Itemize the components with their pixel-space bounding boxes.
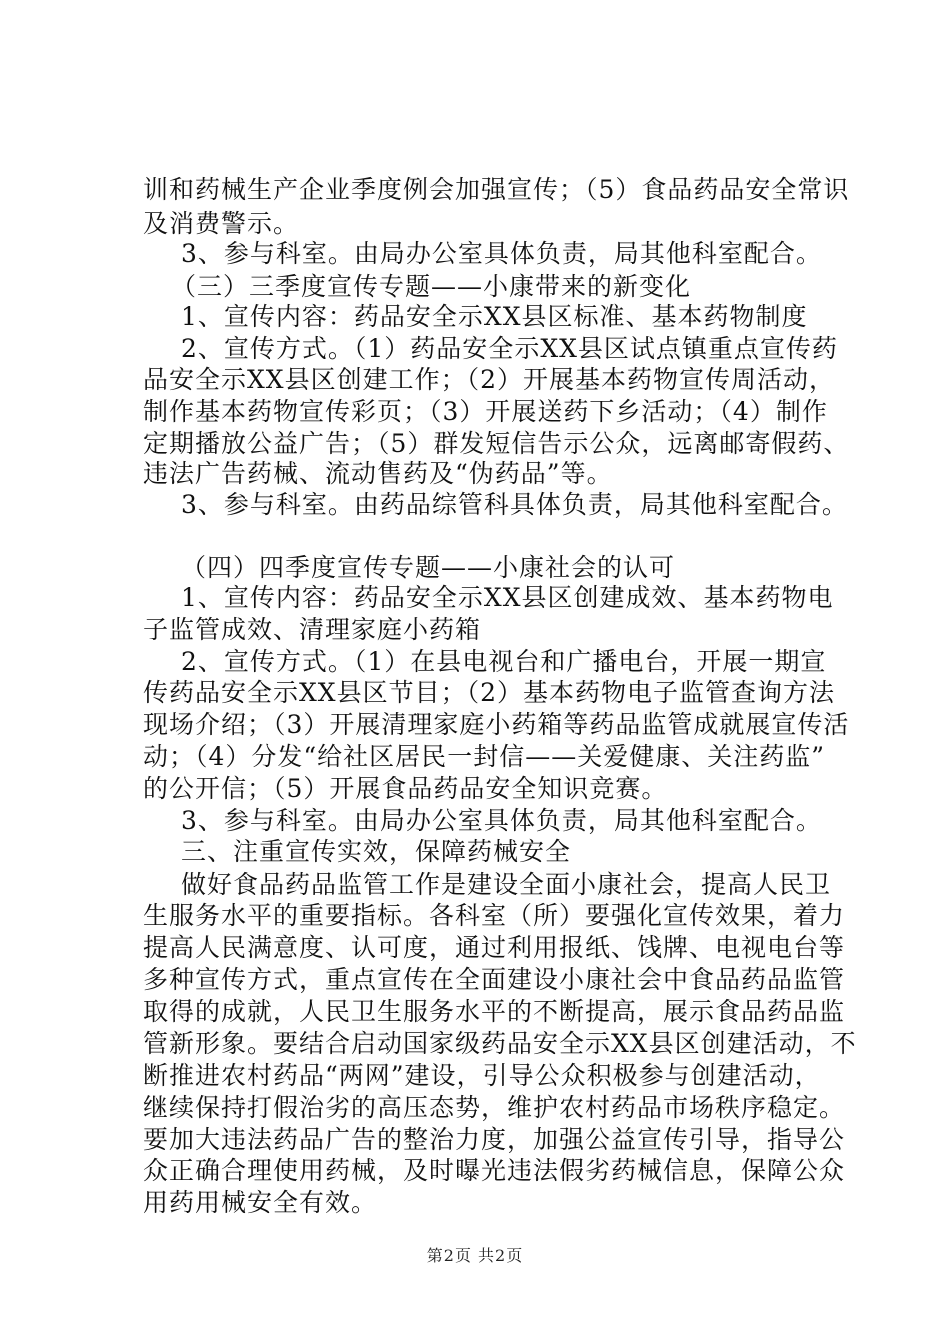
text-line: 2、宣传方式。（1）药品安全示XX县区试点镇重点宣传药 bbox=[181, 334, 838, 363]
text-line: 1、宣传内容：药品安全示XX县区标准、基本药物制度 bbox=[181, 302, 808, 331]
text-line: 动；（4）分发“给社区居民一封信——关爱健康、关注药监” bbox=[143, 742, 825, 771]
text-line: 3、参与科室。由局办公室具体负责，局其他科室配合。 bbox=[181, 806, 822, 835]
text-line: 3、参与科室。由局办公室具体负责，局其他科室配合。 bbox=[181, 239, 822, 268]
text-line: 管新形象。要结合启动国家级药品安全示XX县区创建活动，不 bbox=[143, 1029, 857, 1058]
text-line: 现场介绍；（3）开展清理家庭小药箱等药品监管成就展宣传活 bbox=[143, 710, 850, 739]
text-line: 用药用械安全有效。 bbox=[143, 1188, 378, 1217]
text-line: 制作基本药物宣传彩页；（3）开展送药下乡活动；（4）制作 bbox=[143, 397, 828, 426]
text-line: 多种宣传方式，重点宣传在全面建设小康社会中食品药品监管 bbox=[143, 965, 846, 994]
text-line: 断推进农村药品“两网”建设，引导公众积极参与创建活动， bbox=[143, 1061, 821, 1090]
text-line: 训和药械生产企业季度例会加强宣传；（5）食品药品安全常识 bbox=[143, 175, 850, 204]
text-line: 传药品安全示XX县区节目；（2）基本药物电子监管查询方法 bbox=[143, 678, 836, 707]
page-number: 第2页 共2页 bbox=[426, 1246, 524, 1265]
text-line: 及消费警示。 bbox=[143, 209, 300, 238]
text-line: 提高人民满意度、认可度，通过利用报纸、饯牌、电视电台等 bbox=[143, 933, 846, 962]
text-line: 要加大违法药品广告的整治力度，加强公益宣传引导，指导公 bbox=[143, 1125, 846, 1154]
section-heading: （三）三季度宣传专题——小康带来的新变化 bbox=[171, 272, 692, 301]
text-line: 3、参与科室。由药品综管科具体负责，局其他科室配合。 bbox=[181, 490, 848, 519]
section-heading: （四）四季度宣传专题——小康社会的认可 bbox=[181, 553, 676, 582]
text-line: 定期播放公益广告；（5）群发短信告示公众，远离邮寄假药、 bbox=[143, 429, 850, 458]
text-line: 众正确合理使用药械，及时曝光违法假劣药械信息，保障公众 bbox=[143, 1156, 846, 1185]
text-line: 品安全示XX县区创建工作；（2）开展基本药物宣传周活动， bbox=[143, 365, 836, 394]
text-line: 继续保持打假治劣的高压态势，维护农村药品市场秩序稳定。 bbox=[143, 1093, 846, 1122]
section-heading: 三、注重宣传实效，保障药械安全 bbox=[181, 837, 572, 866]
text-line: 的公开信；（5）开展食品药品安全知识竞赛。 bbox=[143, 774, 668, 803]
text-line: 违法广告药械、流动售药及“伪药品”等。 bbox=[143, 459, 613, 488]
text-line: 生服务水平的重要指标。各科室（所）要强化宣传效果，着力 bbox=[143, 901, 846, 930]
text-line: 子监管成效、清理家庭小药箱 bbox=[143, 615, 482, 644]
text-line: 1、宣传内容：药品安全示XX县区创建成效、基本药物电 bbox=[181, 583, 834, 612]
text-line: 取得的成就，人民卫生服务水平的不断提高，展示食品药品监 bbox=[143, 997, 846, 1026]
text-line: 做好食品药品监管工作是建设全面小康社会，提高人民卫 bbox=[181, 870, 832, 899]
text-line: 2、宣传方式。（1）在县电视台和广播电台，开展一期宣 bbox=[181, 647, 827, 676]
